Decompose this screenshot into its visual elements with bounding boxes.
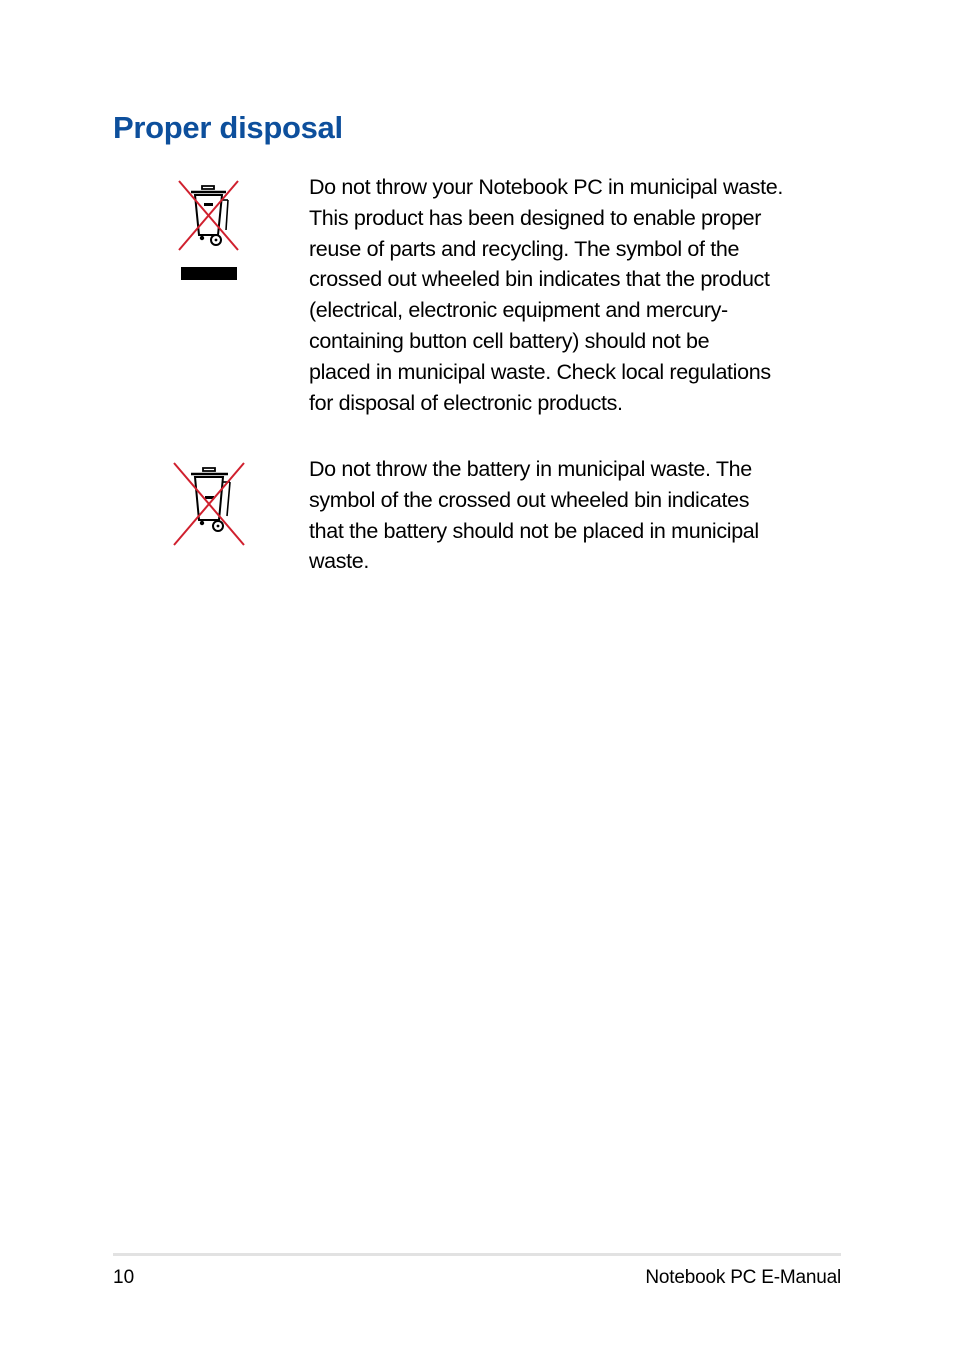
crossed-wheeled-bin-icon xyxy=(176,178,242,289)
manual-title: Notebook PC E-Manual xyxy=(645,1267,841,1288)
page-title: Proper disposal xyxy=(113,110,343,145)
crossed-wheeled-bin-icon xyxy=(172,460,248,555)
disposal-text-notebook: Do not throw your Notebook PC in municipal waste. This product has been designed to enable proper reuse of parts and recycling. The symbol of the crossed out wheeled bin indicates that the product (electrical, electronic equipment and mercury- containing button cell battery) should not be placed in municipal waste. Check local regulations for disposal of electronic products. xyxy=(309,175,784,415)
footer-divider xyxy=(113,1253,841,1256)
page-number: 10 xyxy=(113,1267,135,1288)
disposal-text-battery: Do not throw the battery in municipal waste. The symbol of the crossed out wheeled bin indicates that the battery should not be placed in municipal waste. xyxy=(309,457,759,574)
